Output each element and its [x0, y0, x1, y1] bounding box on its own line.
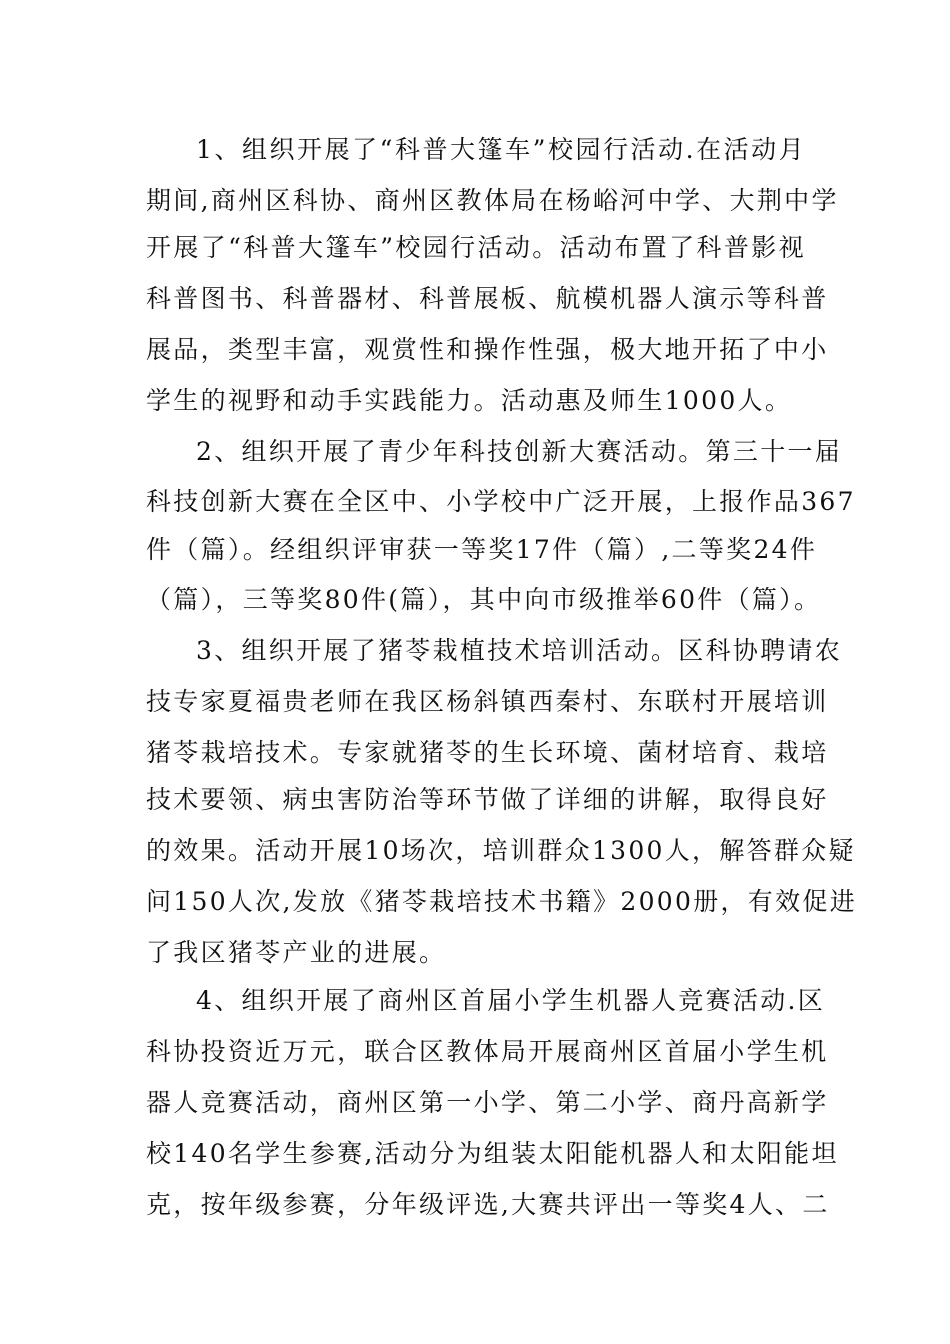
paragraph-2-line-1: 2、组织开展了青少年科技创新大赛活动。第三十一届 — [196, 437, 843, 466]
paragraph-4-line-3: 器人竞赛活动，商州区第一小学、第二小学、商丹高新学 — [146, 1088, 829, 1117]
paragraph-2-line-4: （篇），三等奖80件(篇），其中向市级推举60件（篇）。 — [146, 585, 822, 614]
paragraph-2-line-2: 科技创新大赛在全区中、小学校中广泛开展，上报作品367 — [146, 487, 856, 516]
paragraph-3-line-3: 猪苓栽培技术。专家就猪苓的生长环境、菌材培育、栽培 — [146, 738, 829, 767]
paragraph-4-line-5: 克，按年级参赛，分年级评选,大赛共评出一等奖4人、二 — [146, 1190, 830, 1219]
paragraph-3-line-4: 技术要领、病虫害防治等环节做了详细的讲解，取得良好 — [146, 785, 829, 814]
paragraph-3-line-7: 了我区猪苓产业的进展。 — [146, 938, 447, 967]
paragraph-1-line-3: 开展了“科普大篷车”校园行活动。活动布置了科普影视 — [146, 233, 806, 262]
paragraph-3-line-1: 3、组织开展了猪苓栽植技术培训活动。区科协聘请农 — [196, 636, 843, 665]
paragraph-4-line-2: 科协投资近万元，联合区教体局开展商州区首届小学生机 — [146, 1037, 829, 1066]
paragraph-4-line-4: 校140名学生参赛,活动分为组装太阳能机器人和太阳能坦 — [146, 1139, 839, 1168]
paragraph-2-line-3: 件（篇）。经组织评审获一等奖17件（篇）,二等奖24件 — [146, 535, 818, 564]
paragraph-1-line-5: 展品，类型丰富，观赏性和操作性强，极大地开拓了中小 — [146, 335, 829, 364]
paragraph-3-line-5: 的效果。活动开展10场次，培训群众1300人，解答群众疑 — [146, 836, 856, 865]
paragraph-1-line-2: 期间,商州区科协、商州区教体局在杨峪河中学、大荆中学 — [146, 186, 839, 215]
paragraph-3-line-2: 技专家夏福贵老师在我区杨斜镇西秦村、东联村开展培训 — [146, 687, 829, 716]
paragraph-4-line-1: 4、组织开展了商州区首届小学生机器人竞赛活动.区 — [196, 986, 826, 1015]
paragraph-1-line-4: 科普图书、科普器材、科普展板、航模机器人演示等科普 — [146, 284, 829, 313]
paragraph-1-line-1: 1、组织开展了“科普大篷车”校园行活动.在活动月 — [196, 135, 806, 164]
paragraph-3-line-6: 问150人次,发放《猪苓栽培技术书籍》2000册，有效促进 — [146, 887, 857, 916]
paragraph-1-line-6: 学生的视野和动手实践能力。活动惠及师生1000人。 — [146, 386, 793, 415]
